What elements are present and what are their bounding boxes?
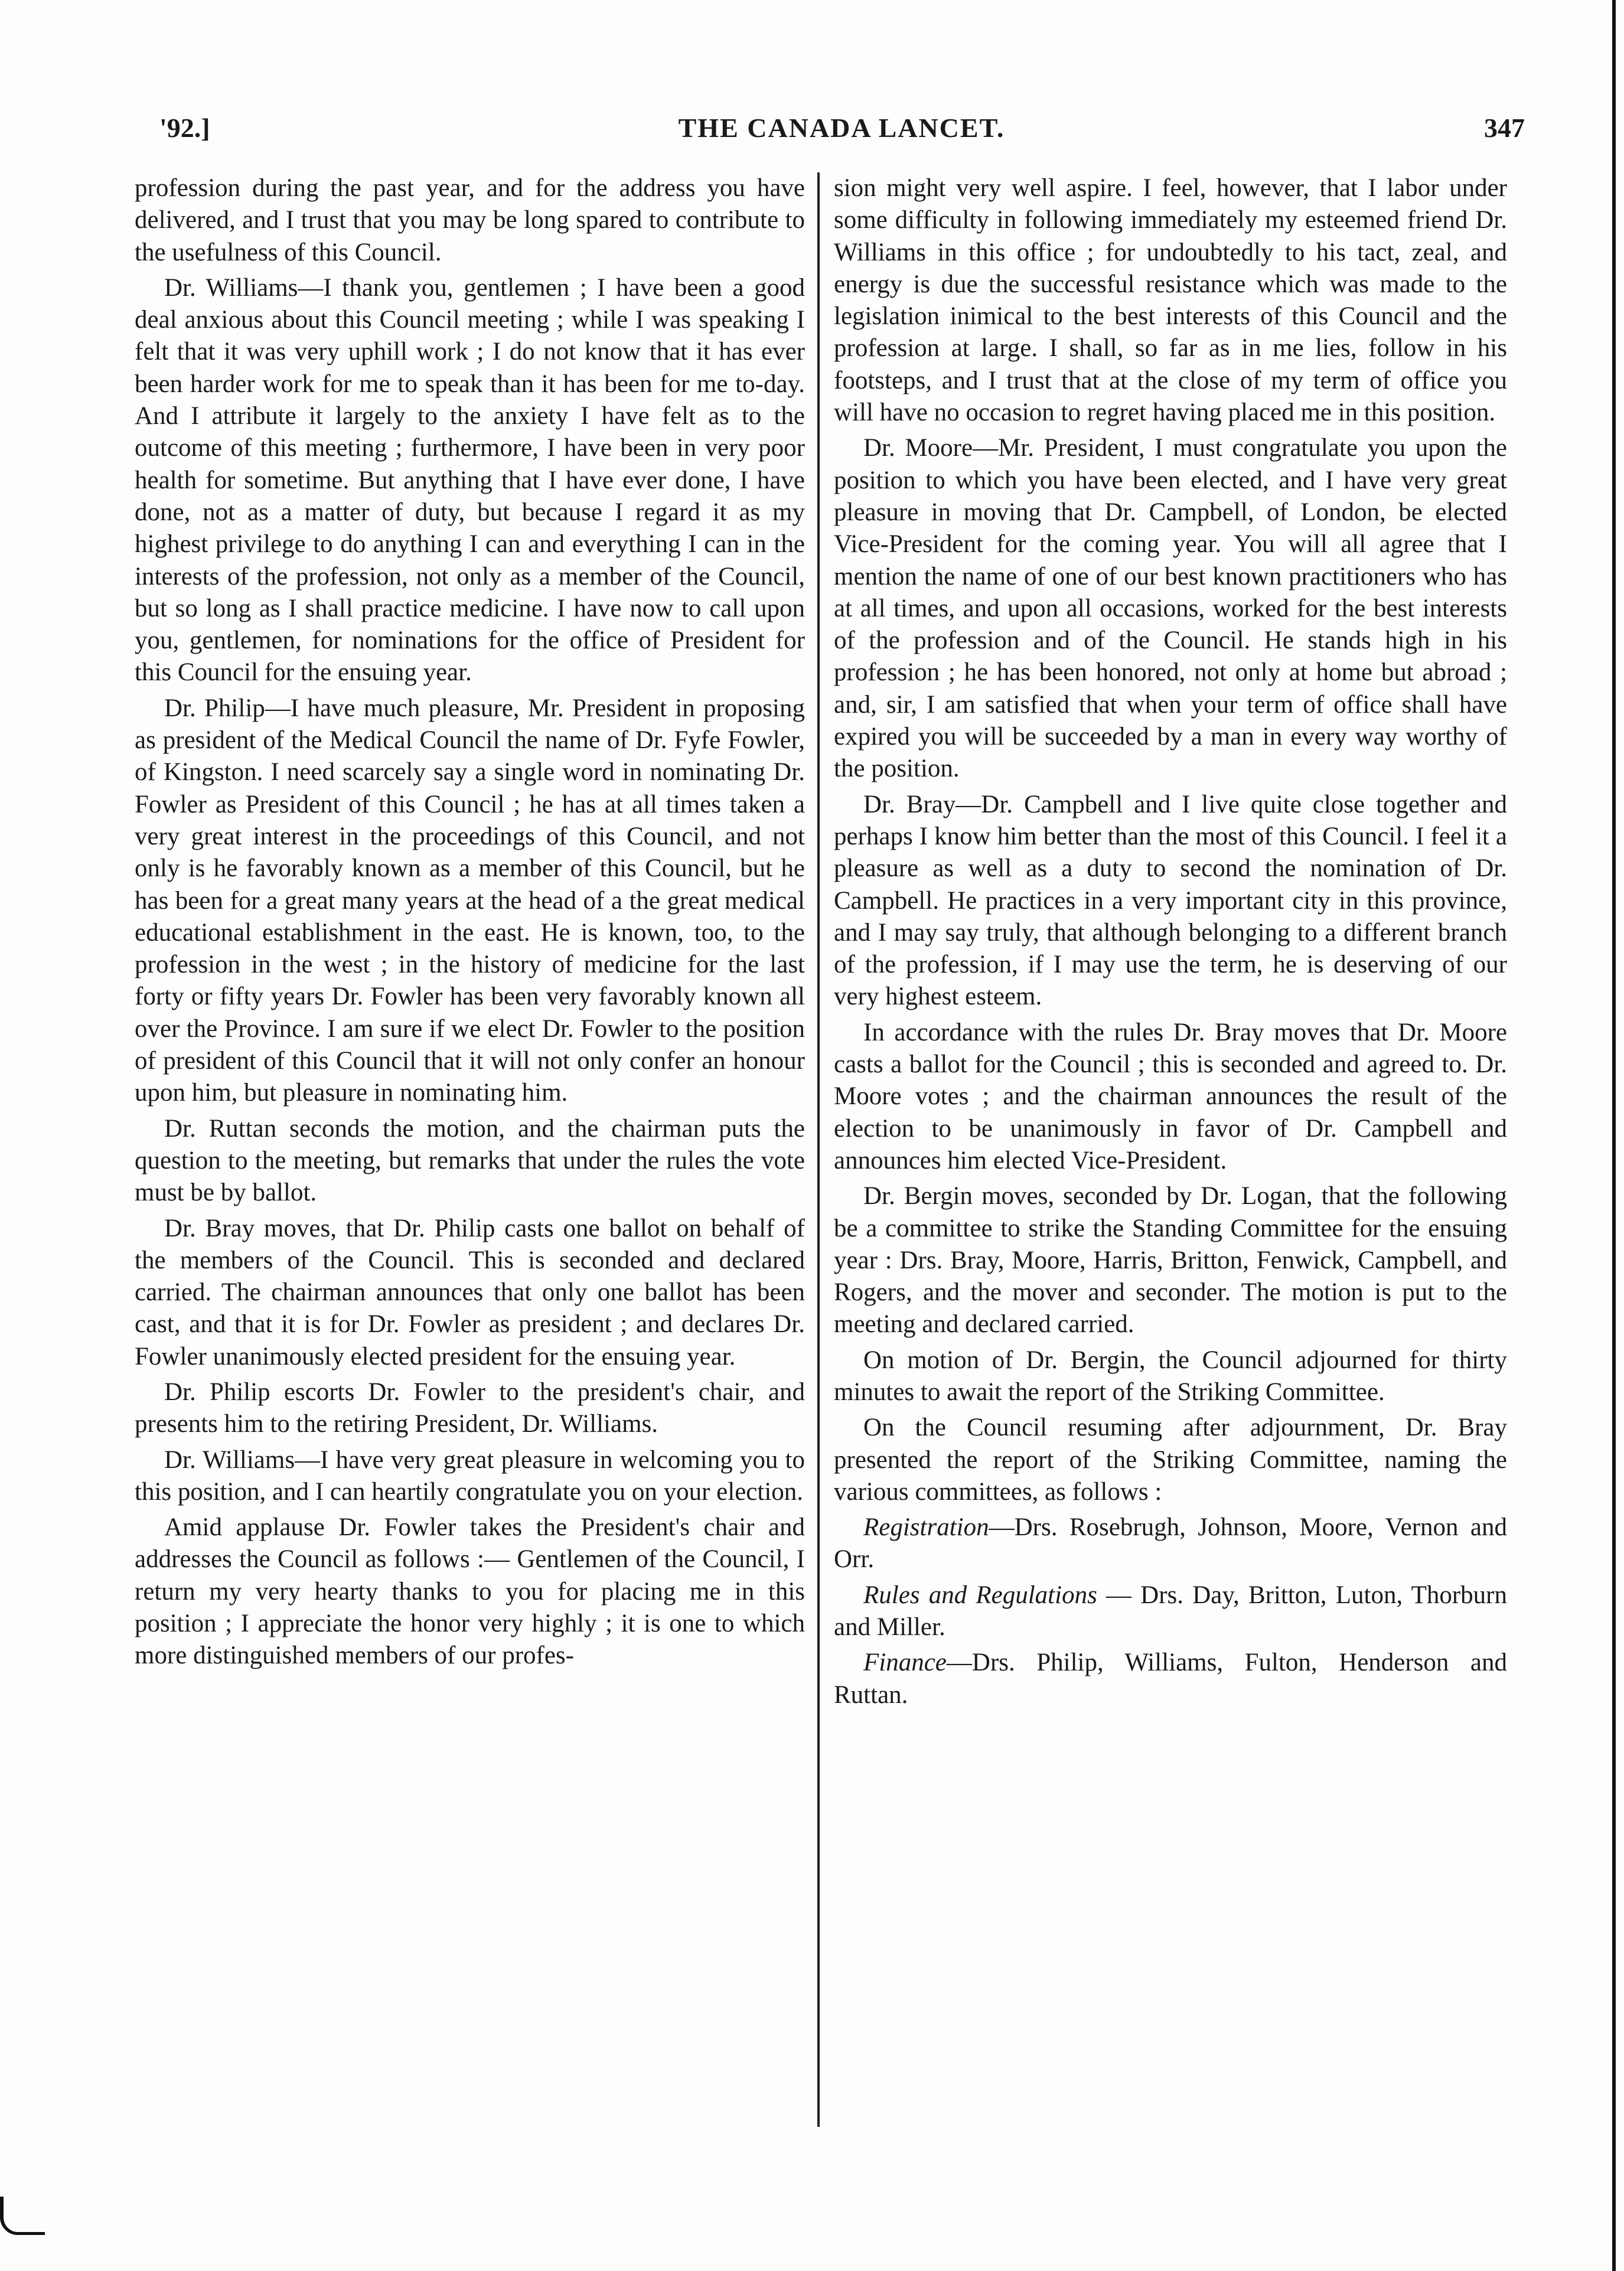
paragraph: Dr. Ruttan seconds the motion, and the chairman puts the question to the meeting, but remarks that under the rules the vote must be by ballot. <box>135 1114 805 1207</box>
right-column <box>834 172 1507 1715</box>
paragraph: Dr. Bray—Dr. Campbell and I live quite close together and perhaps I know him better than the most of this Council. I feel it a pleasure as well as a duty to second the nomination of Dr. Campbell. He practices in a very important city in this province, and I may say truly, that although belonging to a different branch of the profession, if I may use the term, he is deserving of our very highest esteem. <box>834 790 1507 1011</box>
paragraph: Amid applause Dr. Fowler takes the President's chair and addresses the Council as follows :— Gentlemen of the Council, I return my very hearty thanks to you for placing me in this position ; I appreciate the honor very highly ; it is one to which more distinguished members of our profes- <box>135 1513 805 1670</box>
header-year: '92.] <box>159 113 210 143</box>
committee-name: Finance <box>863 1649 947 1677</box>
paragraph: Dr. Williams—I have very great pleasure in welcoming you to this position, and I can heartily congratulate you on your election. <box>135 1446 805 1506</box>
paragraph: On the Council resuming after adjournment, Dr. Bray presented the report of the Striking Committee, naming the various committees, as follows : <box>834 1414 1507 1506</box>
committee-name: Rules and Regulations <box>863 1581 1097 1609</box>
committee-members: —Drs. Rosebrugh, Johnson, Moore, Vernon and Orr. <box>834 1513 1507 1574</box>
paragraph: Dr. Williams—I thank you, gentlemen ; I have been a good deal anxious about this Council meeting ; while I was speaking I felt that it was very uphill work ; I do not know that it has ever been harder work for me to speak than it has been for me to-day. And I attribute it largely to the anxiety I have felt as to the outcome of this meeting ; furthermore, I have been in very poor health for sometime. But anything that I have ever done, I have done, not as a matter of duty, but because I regard it as my highest privilege to do anything I can and everything I can in the interests of the profession, not only as a member of the Council, but so long as I shall practice medicine. I have now to call upon you, gentlemen, for nominations for the office of President for this Council for the ensuing year. <box>135 273 805 687</box>
paragraph: Dr. Bray moves, that Dr. Philip casts one ballot on behalf of the members of the Council. This is seconded and declared carried. The chairman announces that only one ballot has been cast, and that it is for Dr. Fowler as president ; and declares Dr. Fowler unanimously elected president for the ensuing year. <box>135 1214 805 1371</box>
page-number: 347 <box>1484 113 1525 143</box>
committee-members: —Drs. Philip, Williams, Fulton, Henderson and Ruttan. <box>834 1649 1507 1709</box>
page-header <box>148 112 1535 165</box>
committee-entry <box>834 1512 1507 1576</box>
paragraph: Dr. Philip escorts Dr. Fowler to the president's chair, and presents him to the retiring President, Dr. Williams. <box>135 1378 805 1438</box>
paragraph: Dr. Bergin moves, seconded by Dr. Logan, that the following be a committee to strike the Standing Committee for the ensuing year : Drs. Bray, Moore, Harris, Britton, Fenwick, Campbell, and Rogers, and the mover and seconder. The motion is put to the meeting and declared carried. <box>834 1182 1507 1339</box>
paragraph: In accordance with the rules Dr. Bray moves that Dr. Moore casts a ballot for the Council ; this is seconded and agreed to. Dr. Moore votes ; and the chairman announces the result of the election to be unanimously in favor of Dr. Campbell and announces him elected Vice-President. <box>834 1018 1507 1174</box>
committee-members: — Drs. Day, Britton, Luton, Thorburn and Miller. <box>834 1581 1507 1642</box>
paragraph: sion might very well aspire. I feel, however, that I labor under some difficulty in following immediately my esteemed friend Dr. Williams in this office ; for undoubtedly to his tact, zeal, and energy is due the successful resistance which was made to the legislation inimical to the best interests of this Council and the profession at large. I shall, so far as in me lies, follow in his footsteps, and I trust that at the close of my term of office you will have no occasion to regret having placed me in this position. <box>834 174 1507 427</box>
journal-title: THE CANADA LANCET. <box>678 113 1005 143</box>
paragraph: Dr. Philip—I have much pleasure, Mr. President in proposing as president of the Medical Council the name of Dr. Fyfe Fowler, of Kingston. I need scarcely say a single word in nominating Dr. Fowler as President of this Council ; he has at all times taken a very great interest in the proceedings of this Council, and not only is he favorably known as a member of this Council, but he has been for a great many years at the head of a the great medical educational establishment in the east. He is known, too, to the profession in the west ; in the history of medicine for the last forty or fifty years Dr. Fowler has been very favorably known all over the Province. I am sure if we elect Dr. Fowler to the position of president of this Council that it will not only confer an honour upon him, but pleasure in nominating him. <box>135 694 805 1107</box>
committee-entry <box>834 1647 1507 1711</box>
column-divider <box>817 172 820 2127</box>
paragraph: profession during the past year, and for the address you have delivered, and I trust that you may be long spared to contribute to the usefulness of this Council. <box>135 174 805 266</box>
committee-name: Registration <box>863 1513 989 1542</box>
scan-corner-mark <box>0 2197 45 2235</box>
committee-entry <box>834 1580 1507 1644</box>
left-column <box>135 172 805 1676</box>
page-edge <box>1612 0 1616 2271</box>
paragraph: On motion of Dr. Bergin, the Council adjourned for thirty minutes to await the report of the Striking Committee. <box>834 1346 1507 1406</box>
paragraph: Dr. Moore—Mr. President, I must congratulate you upon the position to which you have been elected, and I have very great pleasure in moving that Dr. Campbell, of London, be elected Vice-President for the coming year. You will all agree that I mention the name of one of our best known practitioners who has at all times, and upon all occasions, worked for the best interests of the profession and of the Council. He stands high in his profession ; he has been honored, not only at home but abroad ; and, sir, I am satisfied that when your term of office shall have expired you will be succeeded by a man in every way worthy of the position. <box>834 434 1507 783</box>
